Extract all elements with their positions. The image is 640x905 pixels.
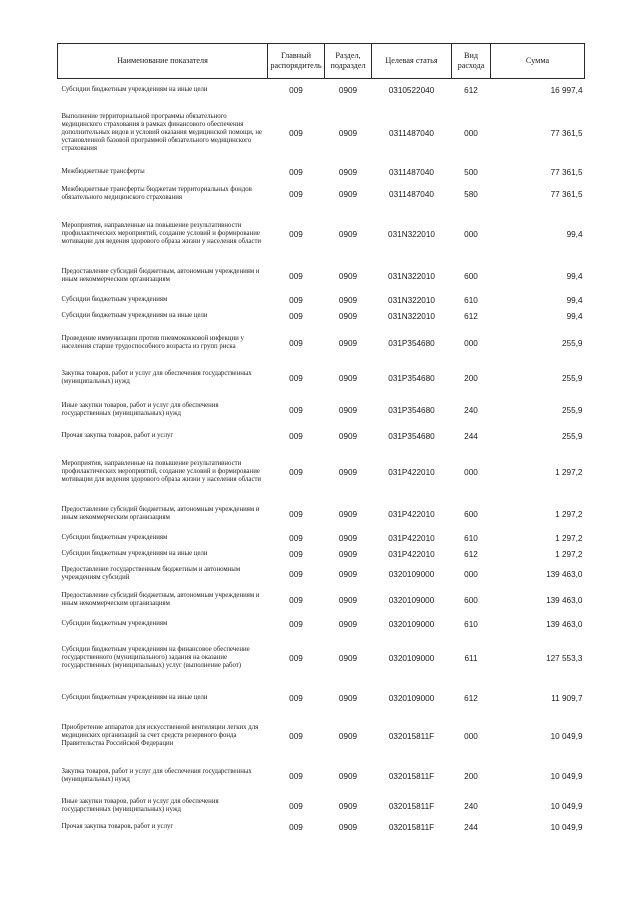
cell-sum: 255,9 (562, 431, 583, 441)
header-sum: Сумма (491, 44, 585, 79)
cell-name (58, 497, 268, 531)
cell-main-manager: 009 (289, 405, 303, 415)
row-label: Иные закупки товаров, работ и услуг для обеспечения государственных (муниципальных) нужд (61, 402, 219, 417)
row-label: Предоставление субсидий бюджетным, автономным учреждениям и иным некоммерческим организациям (61, 268, 260, 283)
table-row (58, 325, 585, 361)
cell-expense-type: 610 (464, 295, 478, 305)
cell-name (58, 615, 268, 633)
cell-target-article: 031P354680 (388, 405, 435, 415)
cell-sum: 255,9 (562, 338, 583, 348)
cell-target-article: 0320109000 (388, 595, 435, 605)
cell-name (58, 79, 268, 102)
table-row (58, 179, 585, 209)
cell-main-manager: 009 (289, 229, 303, 239)
cell-section: 0909 (338, 167, 358, 177)
table-row (58, 615, 585, 633)
cell-main-manager: 009 (289, 189, 303, 199)
cell-expense-type: 612 (464, 693, 478, 703)
cell-main-manager: 009 (289, 731, 303, 741)
row-label: Проведение иммунизации против пневмококковой инфекции у населения старше трудоспособного возраста из групп риска (61, 335, 244, 350)
cell-main-manager: 009 (289, 569, 303, 579)
table-row (58, 447, 585, 497)
row-label: Субсидии бюджетным учреждениям на иные цели (61, 694, 208, 701)
table-row (58, 585, 585, 615)
cell-name (58, 713, 268, 759)
cell-sum: 77 361,5 (550, 128, 583, 138)
cell-expense-type: 000 (464, 229, 478, 239)
table-row (58, 307, 585, 325)
cell-expense-type: 000 (464, 128, 478, 138)
cell-sum: 255,9 (562, 405, 583, 415)
cell-sum: 77 361,5 (550, 189, 583, 199)
table-row (58, 545, 585, 563)
cell-section: 0909 (338, 549, 358, 559)
table-row (58, 497, 585, 531)
row-label: Субсидии бюджетным учреждениям (61, 296, 168, 303)
cell-expense-type: 240 (464, 801, 478, 811)
cell-main-manager: 009 (289, 549, 303, 559)
table-row (58, 293, 585, 307)
cell-section: 0909 (338, 509, 358, 519)
table-row (58, 79, 585, 102)
cell-name (58, 633, 268, 683)
cell-section: 0909 (338, 569, 358, 579)
cell-main-manager: 009 (289, 85, 303, 95)
header-expense-type: Вид расхода (452, 44, 491, 79)
budget-document (57, 43, 584, 835)
table-row (58, 633, 585, 683)
cell-name (58, 545, 268, 563)
table-row (58, 425, 585, 447)
cell-expense-type: 000 (464, 338, 478, 348)
cell-main-manager: 009 (289, 595, 303, 605)
cell-target-article: 0311487040 (389, 128, 434, 138)
cell-name (58, 683, 268, 713)
cell-target-article: 031P354680 (388, 431, 435, 441)
cell-section: 0909 (338, 467, 358, 477)
cell-target-article: 0320109000 (388, 653, 435, 663)
table-body (58, 79, 585, 836)
row-label: Прочая закупка товаров, работ и услуг (61, 432, 174, 439)
cell-target-article: 032015811F (388, 801, 435, 811)
cell-expense-type: 600 (464, 271, 478, 281)
cell-sum: 10 049,9 (550, 771, 583, 781)
cell-section: 0909 (338, 771, 358, 781)
cell-name (58, 563, 268, 585)
cell-expense-type: 200 (464, 771, 478, 781)
table-row (58, 531, 585, 545)
row-label: Субсидии бюджетным учреждениям (61, 620, 168, 627)
row-label: Предоставление государственным бюджетным и автономным учреждениям субсидий (61, 566, 241, 581)
cell-main-manager: 009 (289, 771, 303, 781)
cell-expense-type: 244 (464, 431, 478, 441)
cell-expense-type: 610 (464, 533, 478, 543)
cell-main-manager: 009 (289, 619, 303, 629)
table-row (58, 683, 585, 713)
cell-main-manager: 009 (289, 338, 303, 348)
cell-target-article: 0310522040 (388, 85, 435, 95)
cell-section: 0909 (338, 405, 358, 415)
cell-name (58, 395, 268, 425)
cell-expense-type: 612 (464, 549, 478, 559)
cell-expense-type: 580 (464, 189, 478, 199)
cell-target-article: 031N322010 (388, 311, 435, 321)
cell-main-manager: 009 (289, 295, 303, 305)
cell-section: 0909 (338, 533, 358, 543)
cell-name (58, 759, 268, 793)
table-row (58, 563, 585, 585)
cell-section: 0909 (338, 295, 358, 305)
cell-section: 0909 (338, 431, 358, 441)
table-row (58, 759, 585, 793)
cell-section: 0909 (338, 693, 358, 703)
cell-section: 0909 (338, 373, 358, 383)
row-label: Прочая закупка товаров, работ и услуг (61, 823, 174, 830)
cell-expense-type: 611 (464, 653, 478, 663)
cell-section: 0909 (338, 653, 358, 663)
cell-expense-type: 600 (464, 509, 478, 519)
cell-main-manager: 009 (289, 653, 303, 663)
cell-section: 0909 (338, 128, 358, 138)
cell-name (58, 179, 268, 209)
table-row (58, 165, 585, 179)
cell-section: 0909 (338, 229, 358, 239)
cell-sum: 99,4 (566, 295, 583, 305)
cell-expense-type: 610 (464, 619, 478, 629)
table-row (58, 819, 585, 835)
cell-main-manager: 009 (289, 128, 303, 138)
row-label: Межбюджетные трансферты бюджетам территориальных фондов обязательного медицинского страхования (61, 186, 252, 201)
row-label: Субсидии бюджетным учреждениям на иные цели (61, 312, 208, 319)
cell-section: 0909 (338, 338, 358, 348)
cell-section: 0909 (338, 311, 358, 321)
cell-target-article: 0311487040 (389, 167, 434, 177)
cell-sum: 10 049,9 (550, 731, 583, 741)
header-section: Раздел, подраздел (325, 44, 372, 79)
cell-main-manager: 009 (289, 373, 303, 383)
cell-expense-type: 000 (464, 731, 478, 741)
cell-expense-type: 612 (464, 85, 478, 95)
cell-sum: 127 553,3 (546, 653, 583, 663)
cell-expense-type: 500 (464, 167, 478, 177)
cell-target-article: 031N322010 (388, 271, 435, 281)
row-label: Выполнение территориальной программы обязательного медицинского страхования в рамках финансового обеспечения дополнительных видов и условий оказания медицинской помощи, не установленной базовой программой обязательного медицинского страхования (61, 113, 262, 152)
cell-target-article: 0320109000 (388, 569, 435, 579)
cell-expense-type: 000 (464, 467, 478, 477)
cell-name (58, 259, 268, 293)
cell-expense-type: 000 (464, 569, 478, 579)
cell-sum: 11 909,7 (551, 693, 583, 703)
cell-name (58, 165, 268, 179)
cell-main-manager: 009 (289, 822, 303, 832)
row-label: Предоставление субсидий бюджетным, автономным учреждениям и иным некоммерческим организациям (61, 506, 260, 521)
cell-main-manager: 009 (289, 431, 303, 441)
cell-main-manager: 009 (289, 509, 303, 519)
table-row (58, 361, 585, 395)
cell-expense-type: 240 (464, 405, 478, 415)
cell-name (58, 307, 268, 325)
cell-sum: 10 049,9 (550, 822, 583, 832)
cell-section: 0909 (338, 189, 358, 199)
cell-target-article: 0320109000 (388, 693, 435, 703)
cell-section: 0909 (338, 731, 358, 741)
cell-sum: 139 463,0 (546, 595, 583, 605)
cell-section: 0909 (338, 801, 358, 811)
cell-sum: 1 297,2 (555, 533, 583, 543)
cell-name (58, 361, 268, 395)
cell-section: 0909 (338, 85, 358, 95)
cell-main-manager: 009 (289, 693, 303, 703)
cell-name (58, 819, 268, 835)
row-label: Приобретение аппаратов для искусственной вентиляции легких для медицинских организаций за счет средств резервного фонда Правительства Российской Федерации (61, 724, 259, 747)
table-row (58, 793, 585, 819)
row-label: Закупка товаров, работ и услуг для обеспечения государственных (муниципальных) нужд (61, 370, 252, 385)
cell-sum: 99,4 (566, 311, 583, 321)
cell-sum: 77 361,5 (550, 167, 583, 177)
table-header (58, 44, 585, 79)
cell-target-article: 031N322010 (388, 295, 435, 305)
cell-main-manager: 009 (289, 533, 303, 543)
cell-main-manager: 009 (289, 801, 303, 811)
cell-target-article: 031P422010 (388, 467, 435, 477)
cell-name (58, 209, 268, 259)
cell-name (58, 101, 268, 165)
table-row (58, 259, 585, 293)
cell-target-article: 0320109000 (388, 619, 435, 629)
cell-section: 0909 (338, 619, 358, 629)
row-label: Мероприятия, направленные на повышение результативности профилактических мероприятий, создание условий и формирование мотивации для ведения здорового образа жизни у населения области (61, 460, 262, 483)
cell-main-manager: 009 (289, 167, 303, 177)
cell-sum: 99,4 (566, 271, 583, 281)
row-label: Субсидии бюджетным учреждениям (61, 534, 168, 541)
cell-target-article: 031P422010 (388, 533, 435, 543)
cell-sum: 139 463,0 (546, 569, 583, 579)
table-row (58, 101, 585, 165)
cell-section: 0909 (338, 271, 358, 281)
header-name: Наименование показателя (58, 44, 268, 79)
cell-target-article: 0311487040 (389, 189, 434, 199)
cell-sum: 10 049,9 (550, 801, 583, 811)
cell-sum: 1 297,2 (555, 467, 583, 477)
row-label: Субсидии бюджетным учреждениям на иные цели (61, 550, 208, 557)
cell-sum: 99,4 (566, 229, 583, 239)
table-row (58, 395, 585, 425)
cell-name (58, 531, 268, 545)
table-row (58, 713, 585, 759)
cell-name (58, 585, 268, 615)
cell-expense-type: 612 (464, 311, 478, 321)
cell-section: 0909 (338, 595, 358, 605)
cell-main-manager: 009 (289, 467, 303, 477)
cell-sum: 1 297,2 (555, 509, 583, 519)
cell-target-article: 031N322010 (388, 229, 435, 239)
budget-table (57, 43, 585, 835)
header-target-article: Целевая статья (372, 44, 452, 79)
cell-sum: 1 297,2 (555, 549, 583, 559)
cell-expense-type: 600 (464, 595, 478, 605)
cell-expense-type: 200 (464, 373, 478, 383)
cell-target-article: 032015811F (388, 822, 435, 832)
cell-sum: 16 997,4 (550, 85, 583, 95)
row-label: Предоставление субсидий бюджетным, автономным учреждениям и иным некоммерческим организациям (61, 592, 260, 607)
cell-name (58, 293, 268, 307)
cell-target-article: 031P422010 (388, 509, 435, 519)
cell-main-manager: 009 (289, 271, 303, 281)
cell-target-article: 031P422010 (388, 549, 435, 559)
cell-name (58, 325, 268, 361)
row-label: Закупка товаров, работ и услуг для обеспечения государственных (муниципальных) нужд (61, 768, 252, 783)
cell-name (58, 425, 268, 447)
cell-target-article: 031P354680 (388, 338, 435, 348)
cell-name (58, 447, 268, 497)
row-label: Мероприятия, направленные на повышение результативности профилактических мероприятий, создание условий и формирование мотивации для ведения здорового образа жизни у населения области (61, 222, 262, 245)
cell-expense-type: 244 (464, 822, 478, 832)
cell-name (58, 793, 268, 819)
row-label: Иные закупки товаров, работ и услуг для обеспечения государственных (муниципальных) нужд (61, 798, 219, 813)
cell-main-manager: 009 (289, 311, 303, 321)
row-label: Субсидии бюджетным учреждениям на иные цели (61, 86, 208, 93)
cell-sum: 139 463,0 (546, 619, 583, 629)
row-label: Субсидии бюджетным учреждениям на финансовое обеспечение государственного (муниципального) задания на оказание государственных (муниципальных) услуг (выполнение работ) (61, 646, 250, 669)
cell-section: 0909 (338, 822, 358, 832)
table-row (58, 209, 585, 259)
cell-sum: 255,9 (562, 373, 583, 383)
cell-target-article: 031P354680 (388, 373, 435, 383)
cell-target-article: 032015811F (388, 731, 435, 741)
row-label: Межбюджетные трансферты (61, 168, 145, 175)
header-main-manager: Главный распорядитель (268, 44, 325, 79)
cell-target-article: 032015811F (388, 771, 435, 781)
